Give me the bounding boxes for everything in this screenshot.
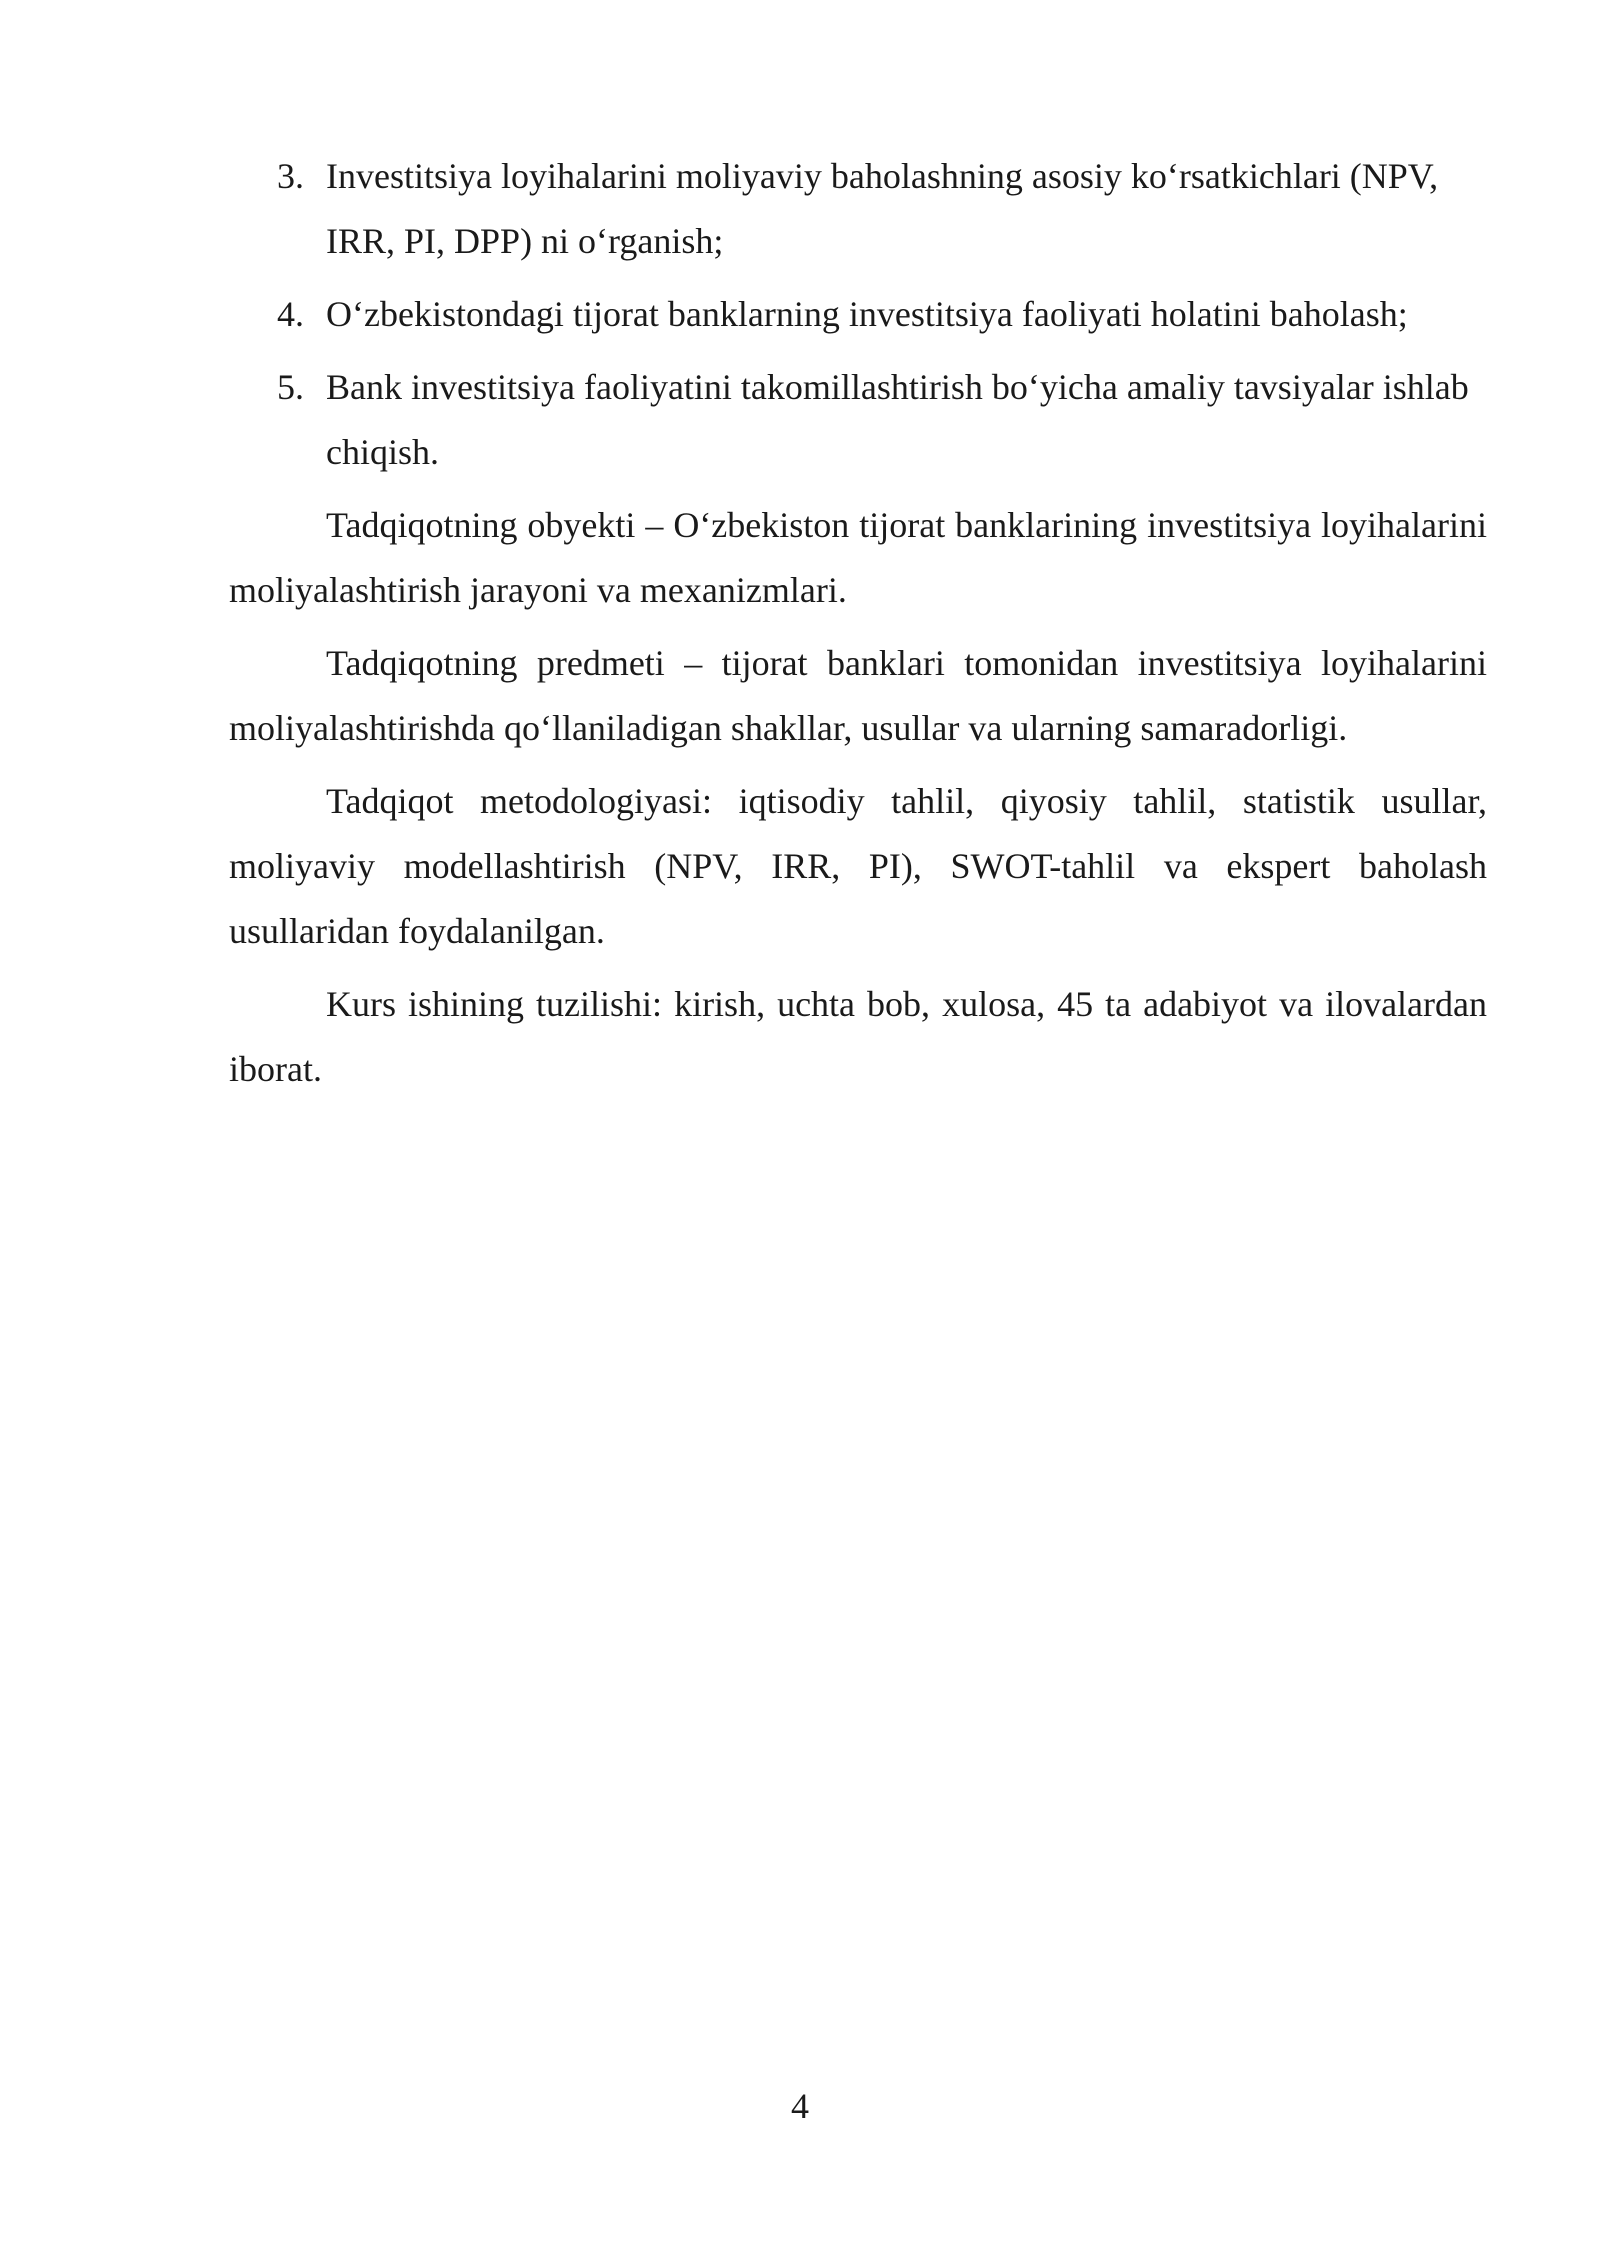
list-item (229, 355, 1487, 485)
list-item (229, 144, 1487, 274)
methodology-paragraph: Tadqiqot metodologiyasi: iqtisodiy tahlil, qiyosiy tahlil, statistik usullar, moliyaviy modellashtirish (NPV, IRR, PI), SWOT-tahlil va ekspert baholash usullaridan foydalanilgan. (229, 781, 1487, 951)
research-object-paragraph: Tadqiqotning obyekti – Oʻzbekiston tijorat banklarining investitsiya loyihalarini moliyalashtirish jarayoni va mexanizmlari. (229, 505, 1487, 610)
list-item-text: Oʻzbekistondagi tijorat banklarning investitsiya faoliyati holatini baholash; (326, 294, 1408, 334)
list-item-number: 5. (277, 367, 304, 407)
page-number: 4 (791, 2086, 809, 2126)
tasks-list (229, 144, 1487, 485)
list-item-text: Bank investitsiya faoliyatini takomillashtirish boʻyicha amaliy tavsiyalar ishlab chiqish. (326, 367, 1469, 472)
list-item-number: 3. (277, 156, 304, 196)
list-item (229, 282, 1487, 347)
page-body (229, 144, 1487, 1110)
list-item-text: Investitsiya loyihalarini moliyaviy baholashning asosiy koʻrsatkichlari (NPV, IRR, PI, DPP) ni oʻrganish; (326, 156, 1439, 261)
list-item-number: 4. (277, 294, 304, 334)
research-subject-paragraph: Tadqiqotning predmeti – tijorat banklari tomonidan investitsiya loyihalarini moliyalashtirishda qoʻllaniladigan shakllar, usullar va ularning samaradorligi. (229, 643, 1487, 748)
structure-paragraph: Kurs ishining tuzilishi: kirish, uchta bob, xulosa, 45 ta adabiyot va ilovalardan iborat. (229, 984, 1487, 1089)
